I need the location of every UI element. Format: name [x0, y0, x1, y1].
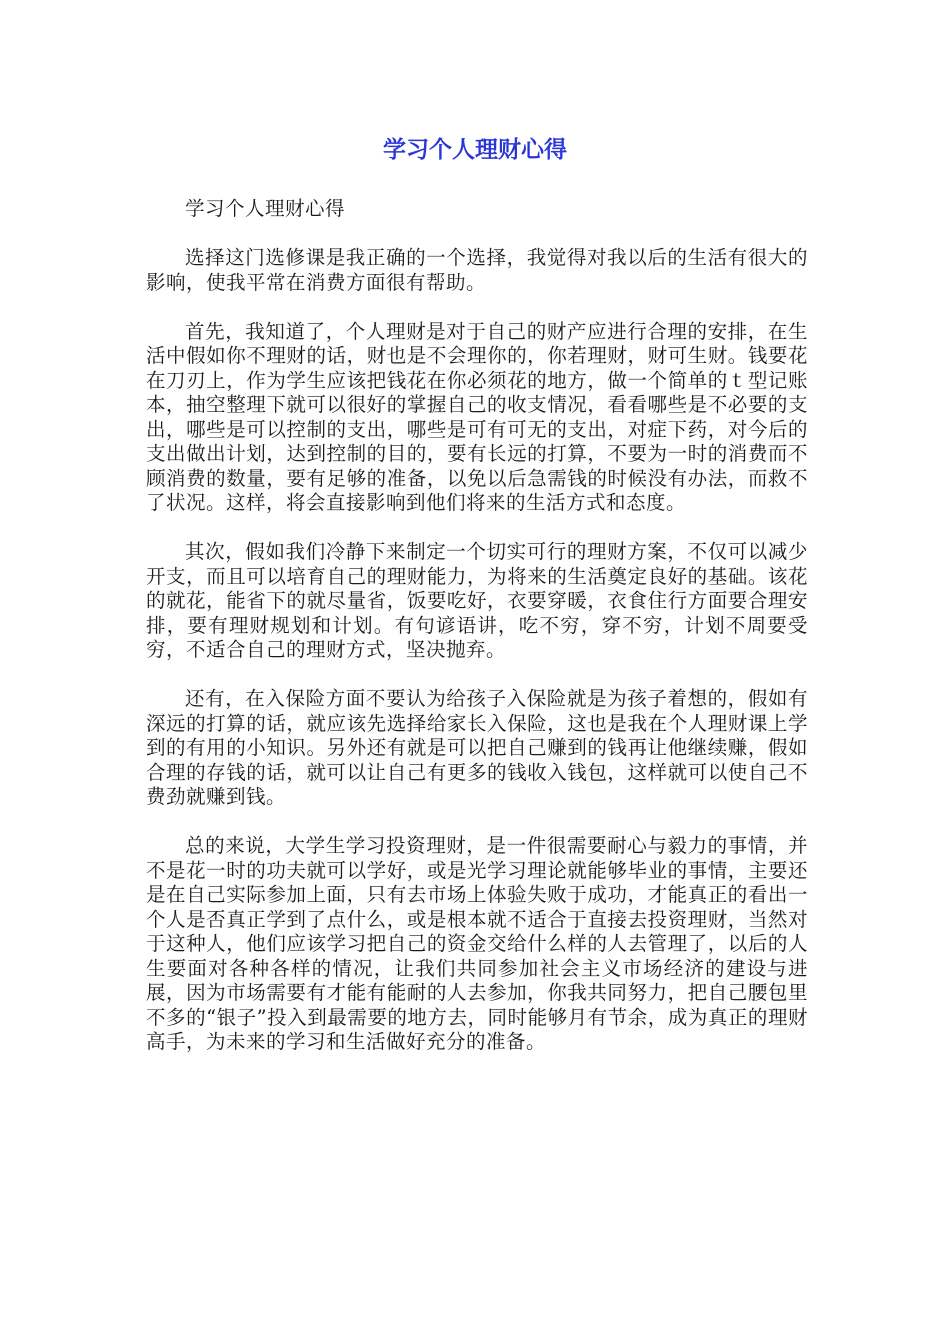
- document-title: 学习个人理财心得: [383, 137, 567, 163]
- paragraph-5: 总的来说，大学生学习投资理财，是一件很需要耐心与毅力的事情，并不是花一时的功夫就可以学好，或是光学习理论就能够毕业的事情，主要还是在自己实际参加上面，只有去市场上体验失败于成功，才能真正的看出一个人是否真正学到了点什么，或是根本就不适合于直接去投资理财，当然对于这种人，他们应该学习把自己的资金交给什么样的人去管理了，以后的人生要面对各种各样的情况，让我们共同参加社会主义市场经济的建设与进展，因为市场需要有才能有能耐的人去参加，你我共同努力，把自己腰包里不多的“银子”投入到最需要的地方去，同时能够月有节余，成为真正的理财高手，为未来的学习和生活做好充分的准备。: [146, 834, 808, 1053]
- document-subtitle: 学习个人理财心得: [185, 197, 346, 220]
- paragraph-4: 还有，在入保险方面不要认为给孩子入保险就是为孩子着想的，假如有深远的打算的话，就应该先选择给家长入保险，这也是我在个人理财课上学到的有用的小知识。另外还有就是可以把自己赚到的钱再让他继续赚，假如合理的存钱的话，就可以让自己有更多的钱收入钱包，这样就可以使自己不费劲就赚到钱。: [146, 687, 808, 808]
- paragraph-1: 选择这门选修课是我正确的一个选择，我觉得对我以后的生活有很大的影响，使我平常在消费方面很有帮助。: [146, 246, 808, 294]
- document-body: [146, 197, 808, 1079]
- paragraph-2: 首先，我知道了，个人理财是对于自己的财产应进行合理的安排，在生活中假如你不理财的话，财也是不会理你的，你若理财，财可生财。钱要花在刀刃上，作为学生应该把钱花在你必须花的地方，做一个简单的ｔ型记账本，抽空整理下就可以很好的掌握自己的收支情况，看看哪些是不必要的支出，哪些是可以控制的支出，哪些是可有可无的支出，对症下药，对今后的支出做出计划，达到控制的目的，要有长远的打算，不要为一时的消费而不顾消费的数量，要有足够的准备，以免以后急需钱的时候没有办法，而救不了状况。这样，将会直接影响到他们将来的生活方式和态度。: [146, 319, 808, 514]
- paragraph-3: 其次，假如我们冷静下来制定一个切实可行的理财方案，不仅可以减少开支，而且可以培育自己的理财能力，为将来的生活奠定良好的基础。该花的就花，能省下的就尽量省，饭要吃好，衣要穿暖，衣食住行方面要合理安排，要有理财规划和计划。有句谚语讲，吃不穷，穿不穷，计划不周要受穷，不适合自己的理财方式，坚决抛弃。: [146, 540, 808, 661]
